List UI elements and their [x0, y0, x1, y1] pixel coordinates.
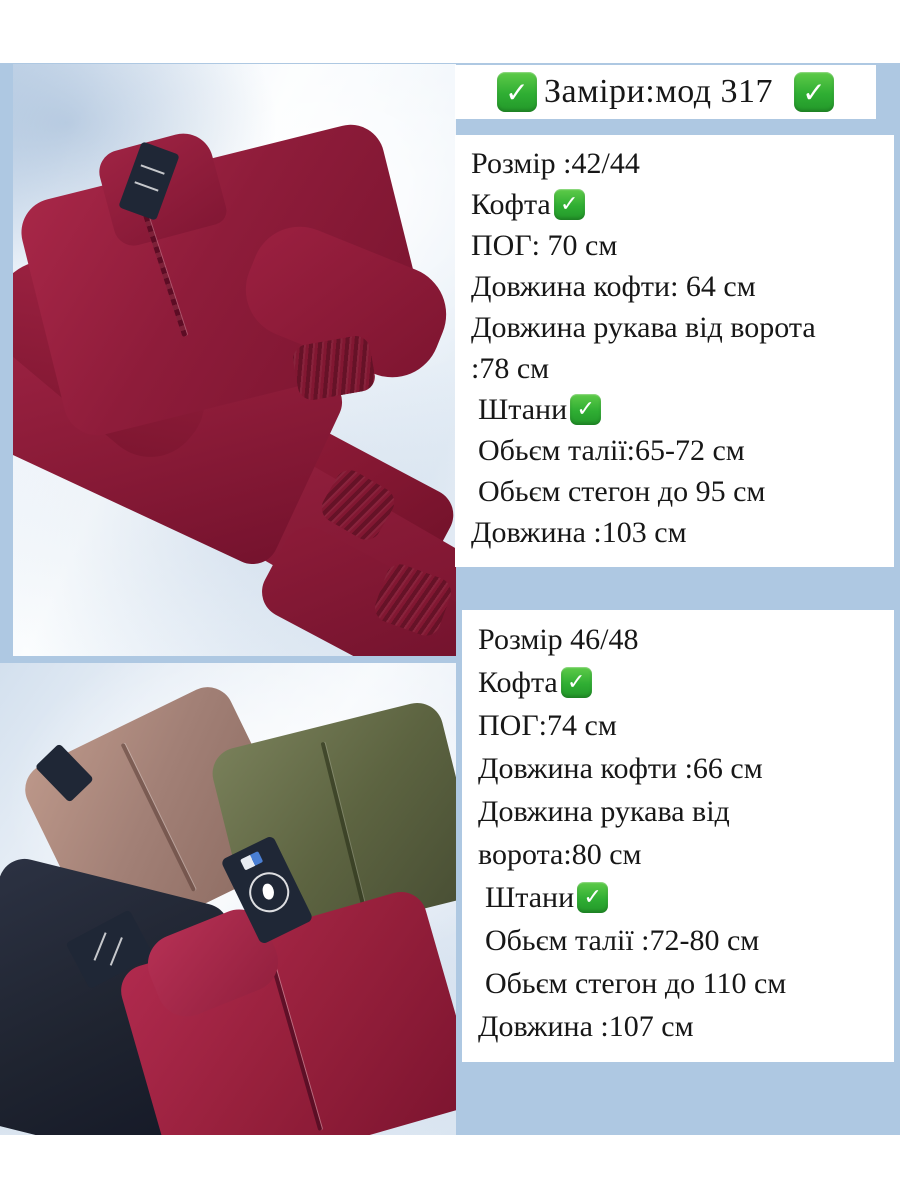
spec-text: Довжина :103 см	[471, 515, 687, 549]
tag-label-icon	[240, 851, 263, 871]
spec-line	[471, 266, 894, 307]
check-icon: ✓	[570, 394, 601, 425]
spec-line	[471, 225, 894, 266]
spec-text: Обьєм стегон до 95 см	[478, 474, 766, 508]
spec-line	[478, 1005, 894, 1048]
spec-line	[478, 919, 894, 962]
tag-text-line	[110, 937, 123, 966]
spec-line	[471, 307, 894, 348]
spec-line	[471, 348, 894, 389]
header-banner	[455, 65, 876, 119]
tag-text-line	[94, 932, 107, 961]
spec-line	[478, 704, 894, 747]
spec-line	[478, 962, 894, 1005]
spec-text: Кофта	[471, 187, 551, 221]
tag-text-line	[134, 181, 158, 191]
spec-text: Кофта	[478, 665, 558, 699]
spec-text: :78 см	[471, 351, 550, 385]
zipper	[321, 742, 366, 908]
spec-text: Обьєм стегон до 110 см	[485, 966, 787, 1000]
check-icon: ✓	[554, 189, 585, 220]
spec-line	[478, 747, 894, 790]
spec-text: Довжина рукава від	[478, 794, 730, 828]
spec-text: Довжина рукава від ворота	[471, 310, 816, 344]
photo-color-variants	[0, 663, 456, 1135]
spec-text: ворота:80 см	[478, 837, 642, 871]
price-tag	[35, 743, 94, 803]
brand-logo-icon	[262, 883, 275, 900]
spec-line	[478, 790, 894, 833]
spec-line	[471, 430, 894, 471]
brand-logo-ring-icon	[242, 866, 295, 919]
spec-line	[478, 876, 894, 919]
specs-size-46-48	[462, 610, 894, 1062]
header-title: Заміри:мод 317	[543, 73, 774, 110]
check-icon: ✓	[577, 882, 608, 913]
spec-text: Розмір 46/48	[478, 622, 639, 656]
check-icon: ✓	[794, 72, 834, 112]
spec-text: Обьєм талії:65-72 см	[478, 433, 745, 467]
specs-size-42-44	[455, 135, 894, 567]
spec-line	[478, 661, 894, 704]
spec-text: Довжина кофти :66 см	[478, 751, 763, 785]
spec-text: Розмір :42/44	[471, 146, 640, 180]
sleeve-cuff	[291, 334, 378, 403]
spec-line	[471, 389, 894, 430]
spec-line	[471, 512, 894, 553]
check-icon: ✓	[561, 667, 592, 698]
spec-line	[471, 184, 894, 225]
spec-text: ПОГ: 70 см	[471, 228, 618, 262]
spec-line	[471, 143, 894, 184]
spec-text: Штани	[478, 392, 568, 426]
spec-text: Довжина :107 см	[478, 1009, 694, 1043]
spec-text: Обьєм талії :72-80 см	[485, 923, 760, 957]
spec-line	[478, 833, 894, 876]
tag-text-line	[141, 164, 165, 174]
spec-text: Штани	[485, 880, 575, 914]
check-icon: ✓	[497, 72, 537, 112]
zipper	[121, 742, 197, 892]
spec-line	[471, 471, 894, 512]
spec-text: ПОГ:74 см	[478, 708, 617, 742]
spec-line	[478, 618, 894, 661]
spec-text: Довжина кофти: 64 см	[471, 269, 756, 303]
photo-suit-flatlay	[13, 64, 456, 656]
